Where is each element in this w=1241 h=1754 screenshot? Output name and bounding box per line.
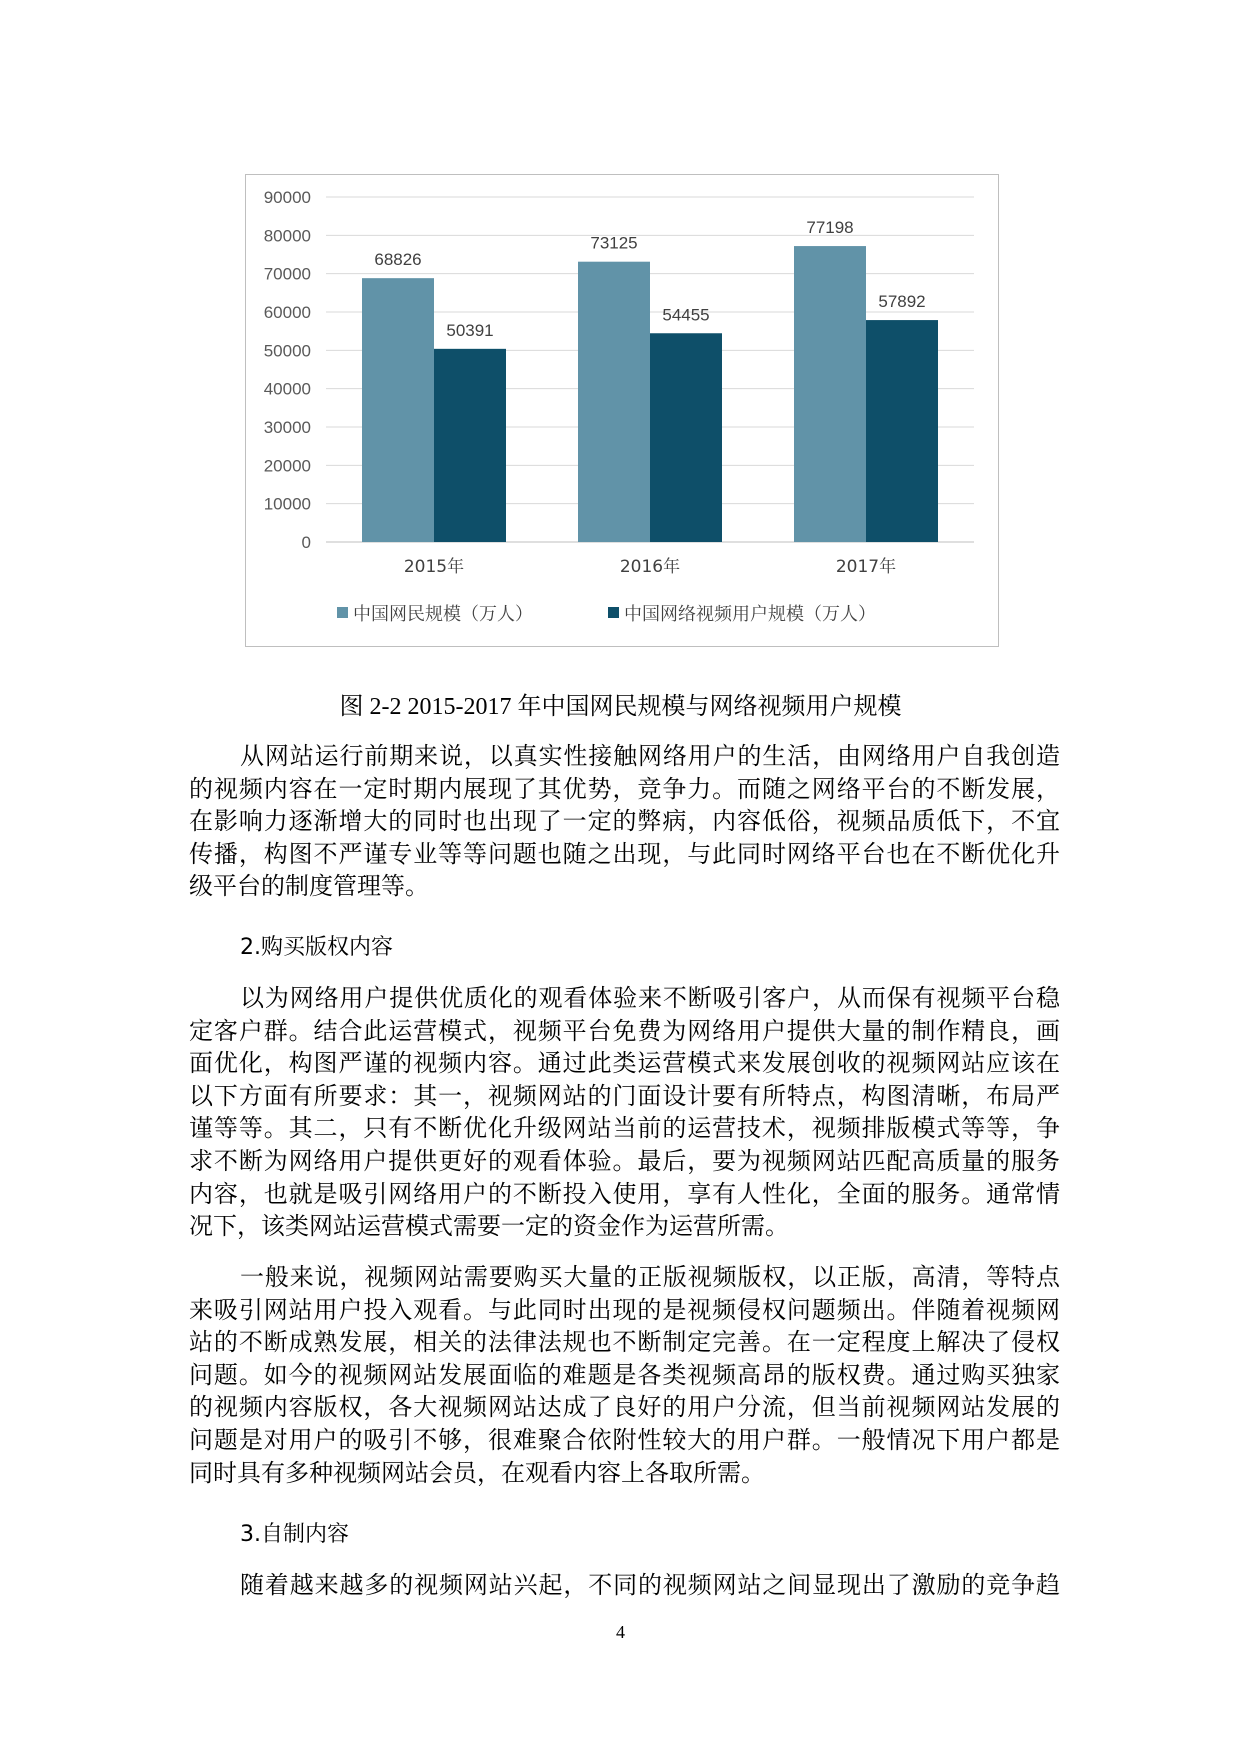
legend-label-series-2: 中国网络视频用户规模（万人）: [624, 604, 876, 625]
y-tick-label: 20000: [263, 456, 311, 476]
text-line: 从网站运行前期来说，以真实性接触网络用户的生活，由网络用户自我创造: [240, 744, 1060, 770]
chart-canvas: [246, 175, 998, 646]
data-label: 77198: [806, 218, 854, 238]
text-line: 面优化，构图严谨的视频内容。通过此类运营模式来发展创收的视频网站应该在: [189, 1051, 1060, 1078]
text-line: 定客户群。结合此运营模式，视频平台免费为网络用户提供大量的制作精良，画: [189, 1018, 1060, 1045]
paragraph: [189, 983, 1060, 1244]
text-line: 在影响力逐渐增大的同时也出现了一定的弊病，内容低俗，视频品质低下，不宜: [189, 809, 1060, 836]
y-tick-label: 90000: [263, 188, 311, 207]
text-line: 级平台的制度管理等。: [189, 874, 429, 901]
bar: [578, 262, 650, 542]
text-line: 问题。如今的视频网站发展面临的难题是各类视频高昂的版权费。通过购买独家: [189, 1362, 1060, 1389]
data-label: 73125: [590, 233, 638, 253]
legend-swatch-series-1: [337, 607, 348, 618]
bar: [866, 320, 938, 542]
data-label: 57892: [878, 292, 926, 312]
y-tick-label: 50000: [263, 341, 311, 361]
y-tick-label: 80000: [263, 226, 311, 246]
bar: [650, 333, 722, 542]
bar-chart: [245, 174, 999, 647]
paragraph: [189, 741, 1060, 904]
y-tick-label: 30000: [263, 418, 311, 437]
y-tick-label: 70000: [263, 264, 311, 284]
paragraph: [189, 1262, 1060, 1490]
text-line: 一般来说，视频网站需要购买大量的正版视频版权，以正版，高清，等特点: [240, 1265, 1060, 1291]
data-label: 54455: [662, 305, 710, 325]
x-tick-label: 2015年: [403, 557, 465, 577]
text-line: 传播，构图不严谨专业等等问题也随之出现，与此同时网络平台也在不断优化升: [189, 841, 1060, 868]
text-line: 同时具有多种视频网站会员，在观看内容上各取所需。: [189, 1460, 765, 1487]
y-tick-label: 10000: [263, 494, 311, 514]
legend-label-series-1: 中国网民规模（万人）: [353, 604, 533, 625]
text-line: 况下，该类网站运营模式需要一定的资金作为运营所需。: [189, 1214, 789, 1241]
text-line: 问题是对用户的吸引不够，很难聚合依附性较大的用户群。一般情况下用户都是: [189, 1427, 1060, 1454]
legend-swatch-series-2: [608, 607, 619, 618]
section-heading: 3.自制内容: [240, 1522, 349, 1547]
text-line: 的视频内容版权，各大视频网站达成了良好的用户分流，但当前视频网站发展的: [189, 1395, 1060, 1422]
bar: [362, 278, 434, 542]
bar: [434, 349, 506, 542]
y-tick-label: 0: [301, 533, 311, 552]
text-line: 以下方面有所要求：其一，视频网站的门面设计要有所特点，构图清晰，布局严: [189, 1083, 1060, 1110]
text-line: 内容，也就是吸引网络用户的不断投入使用，享有人性化，全面的服务。通常情: [189, 1181, 1060, 1208]
x-tick-label: 2017年: [835, 557, 897, 577]
bar: [794, 246, 866, 542]
text-line: 谨等等。其二，只有不断优化升级网站当前的运营技术，视频排版模式等等，争: [189, 1116, 1060, 1143]
section-heading: 2.购买版权内容: [240, 935, 393, 960]
y-tick-label: 60000: [263, 303, 311, 322]
text-line: 以为网络用户提供优质化的观看体验来不断吸引客户，从而保有视频平台稳: [240, 986, 1060, 1012]
chart-plot-area: [264, 188, 974, 577]
paragraph: [189, 1570, 1060, 1603]
data-label: 50391: [446, 320, 494, 340]
x-tick-label: 2016年: [619, 557, 681, 577]
figure-caption: 图 2-2 2015-2017 年中国网民规模与网络视频用户规模: [339, 694, 902, 720]
page-number: 4: [616, 1622, 625, 1642]
text-line: 随着越来越多的视频网站兴起，不同的视频网站之间显现出了激励的竞争趋: [240, 1573, 1060, 1599]
text-line: 站的不断成熟发展，相关的法律法规也不断制定完善。在一定程度上解决了侵权: [189, 1330, 1060, 1357]
text-line: 来吸引网站用户投入观看。与此同时出现的是视频侵权问题频出。伴随着视频网: [189, 1297, 1060, 1324]
data-label: 68826: [374, 250, 422, 270]
chart-legend: [337, 604, 876, 625]
y-tick-label: 40000: [263, 379, 311, 399]
text-line: 求不断为网络用户提供更好的观看体验。最后，要为视频网站匹配高质量的服务: [189, 1148, 1060, 1175]
text-line: 的视频内容在一定时期内展现了其优势，竞争力。而随之网络平台的不断发展，: [189, 776, 1060, 803]
